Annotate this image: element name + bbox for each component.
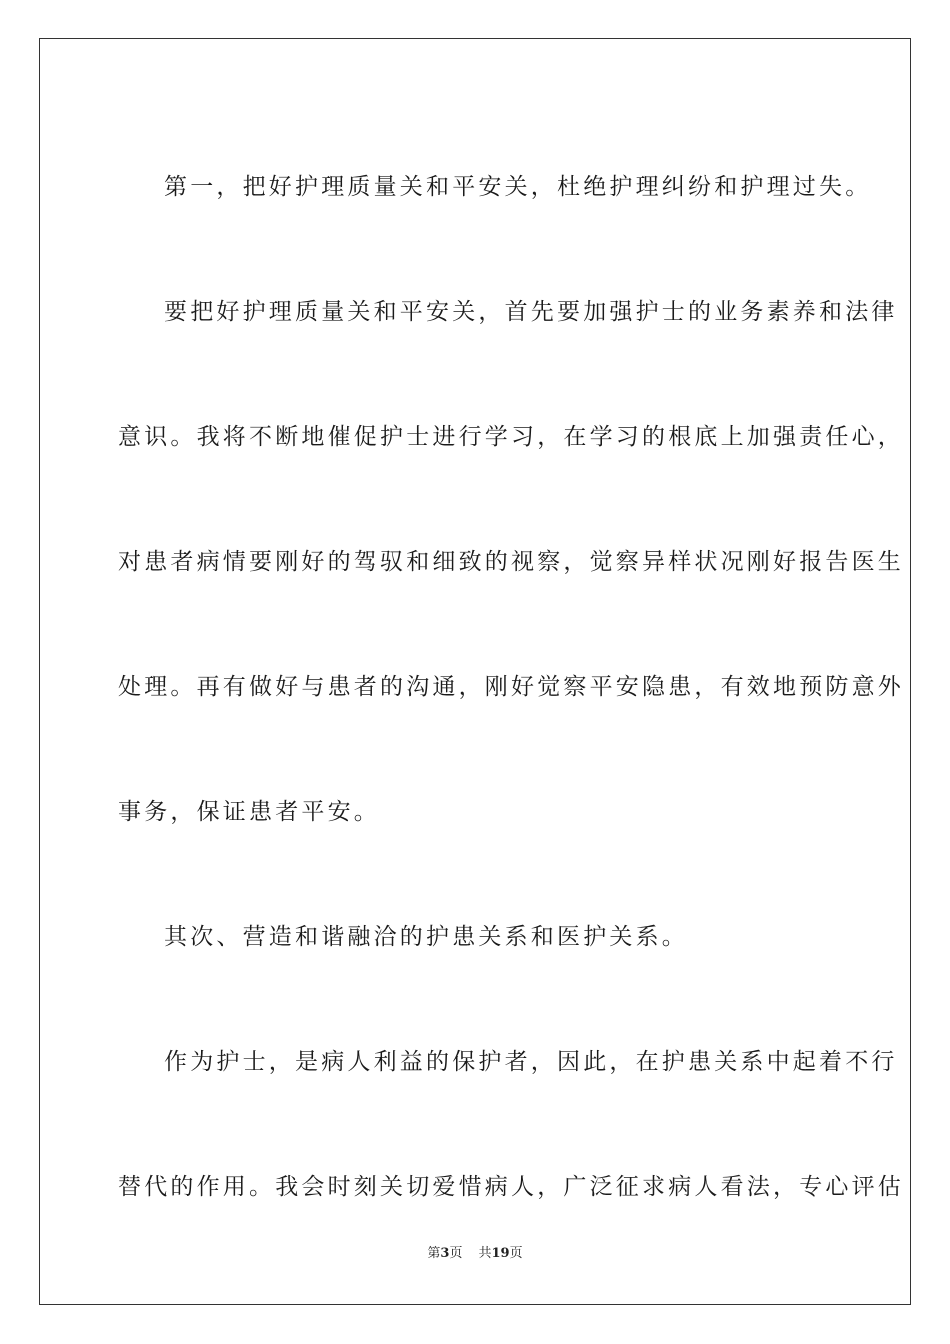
total-label-suffix: 页 — [509, 1246, 523, 1261]
paragraph-line-2: 要把好护理质量关和平安关，首先要加强护士的业务素养和法律 — [164, 299, 898, 325]
page-footer — [0, 1245, 950, 1263]
paragraph-line-6: 事务，保证患者平安。 — [118, 799, 380, 825]
paragraph-line-5: 处理。再有做好与患者的沟通，刚好觉察平安隐患，有效地预防意外 — [118, 674, 904, 700]
page-number: 3 — [440, 1246, 450, 1261]
paragraph-line-3: 意识。我将不断地催促护士进行学习，在学习的根底上加强责任心， — [118, 424, 904, 450]
paragraph-line-9: 替代的作用。我会时刻关切爱惜病人，广泛征求病人看法，专心评估 — [118, 1174, 904, 1200]
total-pages: 19 — [491, 1246, 510, 1261]
page-label-suffix: 页 — [449, 1246, 463, 1261]
paragraph-line-8: 作为护士，是病人利益的保护者，因此，在护患关系中起着不行 — [164, 1049, 898, 1075]
total-label-prefix: 共 — [478, 1246, 492, 1261]
paragraph-line-7: 其次、营造和谐融洽的护患关系和医护关系。 — [164, 924, 688, 950]
page-frame — [39, 38, 911, 1305]
page-label-prefix: 第 — [427, 1246, 441, 1261]
paragraph-line-4: 对患者病情要刚好的驾驭和细致的视察，觉察异样状况刚好报告医生 — [118, 549, 904, 575]
paragraph-line-1: 第一，把好护理质量关和平安关，杜绝护理纠纷和护理过失。 — [164, 174, 872, 200]
